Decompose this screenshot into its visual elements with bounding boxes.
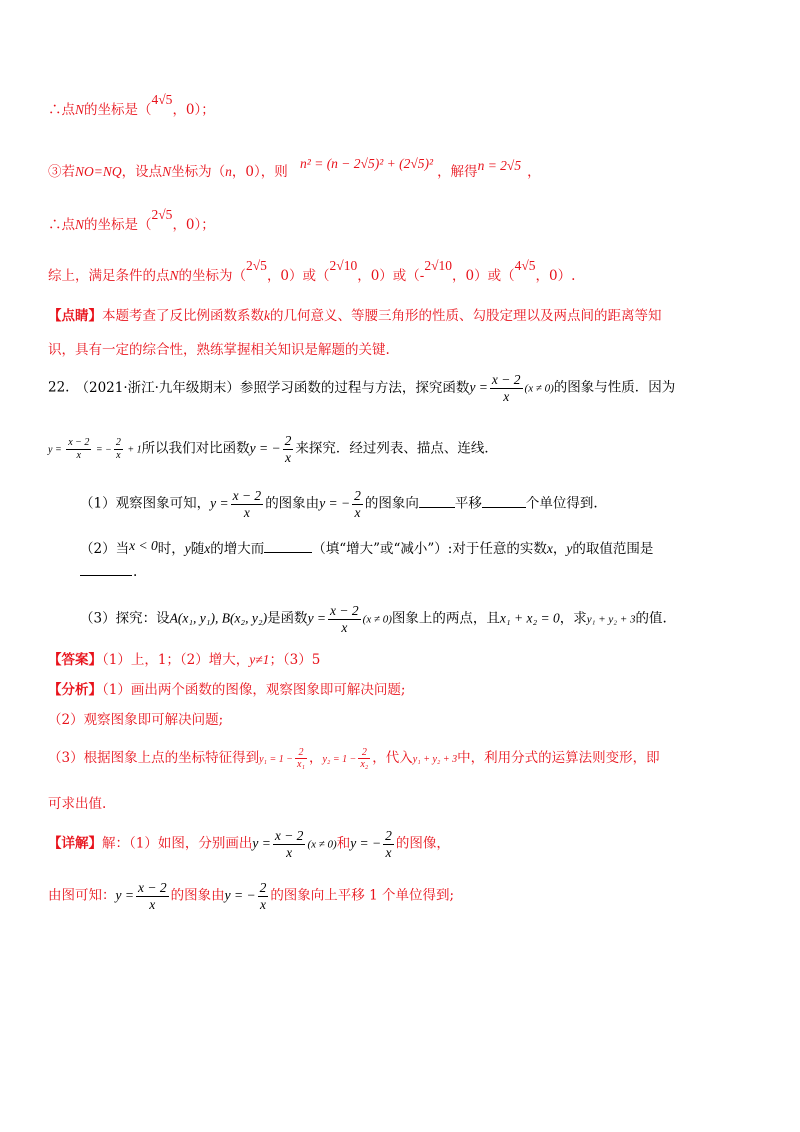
question-part-2-blank-line: . <box>80 563 800 580</box>
text: 的图象向 <box>364 495 419 512</box>
text: （3）探究：设 <box>80 610 170 627</box>
text: 可求出值. <box>48 796 107 812</box>
solution: n = 2√5 <box>477 158 522 173</box>
text: ，0），则 <box>231 164 288 180</box>
fraction <box>114 437 123 461</box>
text: 的图象向上平移 1 个单位得到; <box>270 887 455 904</box>
denominator: x <box>286 844 293 860</box>
fraction <box>352 488 363 520</box>
question-number: 22. <box>48 379 70 396</box>
detail-line-1 <box>48 828 800 860</box>
denominator: x <box>385 844 392 860</box>
text: 的图象与性质．因为 <box>553 379 676 396</box>
analysis-line-1 <box>48 678 800 698</box>
text: 解：（1）如图，分别画出 <box>102 835 253 852</box>
text: 和 <box>336 835 351 852</box>
denominator: x <box>354 504 361 520</box>
text: ∴点 <box>48 217 75 233</box>
solution-line-case-3 <box>48 156 800 180</box>
text: 的图象由 <box>265 495 320 512</box>
var-n: N <box>75 217 85 232</box>
math-y: y = − <box>224 887 256 903</box>
condition: (x ≠ 0) <box>524 382 554 395</box>
text: （填“增大”或“减小”）:对于任意的实数 <box>312 541 547 557</box>
key-point-line-1 <box>48 304 800 324</box>
value-2-sqrt10: 2√10 <box>424 258 453 273</box>
math-y: y = <box>307 610 327 626</box>
denominator: x <box>243 504 250 520</box>
value-4-sqrt5: 4√5 <box>514 258 536 273</box>
fraction <box>231 488 264 520</box>
value-2-sqrt5: 2√5 <box>246 258 267 273</box>
text: ， <box>308 750 323 766</box>
condition-sum: x₁ + x₂ = 0 <box>499 610 560 626</box>
analysis-tag: 【分析】 <box>48 682 102 698</box>
answer-tag: 【答案】 <box>48 652 102 668</box>
math-y: y = <box>469 379 488 395</box>
condition: x < 0 <box>129 538 158 553</box>
text: ，求 <box>559 610 587 627</box>
var-n: N <box>75 102 85 117</box>
denominator: x <box>284 449 291 465</box>
numerator: x − 2 <box>232 488 262 503</box>
text: 图象上的两点，且 <box>391 610 500 627</box>
question-22-line-1 <box>48 372 800 404</box>
math-y: y = <box>252 835 271 851</box>
text: ，0）或（ <box>266 268 330 284</box>
value-2-sqrt5: 2√5 <box>151 207 173 222</box>
text: 的取值范围是 <box>572 541 654 557</box>
denominator: x₂ <box>360 759 369 770</box>
numerator: x − 2 <box>491 372 521 387</box>
condition: (x ≠ 0) <box>307 838 337 851</box>
fraction <box>295 747 307 771</box>
numerator: 2 <box>284 433 292 448</box>
text: 个单位得到. <box>525 495 598 512</box>
numerator: x − 2 <box>68 437 90 449</box>
equation: n² = (n − 2√5)² + (2√5)² <box>300 156 434 171</box>
text: 坐标为（ <box>171 164 226 180</box>
text: ，解得 <box>437 164 478 180</box>
math-y: y = − <box>350 835 382 851</box>
detail-tag: 【详解】 <box>48 835 102 852</box>
question-part-1 <box>80 488 800 520</box>
answer-blank[interactable] <box>419 495 455 508</box>
var-n: N <box>162 164 172 179</box>
text: 的几何意义、等腰三角形的性质、勾股定理以及两点间的距离等知 <box>270 308 662 324</box>
answer-blank[interactable] <box>482 495 526 508</box>
fraction <box>490 372 523 404</box>
numerator: 2 <box>259 880 267 895</box>
text: （2）观察图象即可解决问题; <box>48 712 224 728</box>
text: （2）当 <box>80 541 130 557</box>
text: 随 <box>190 541 205 557</box>
question-part-2 <box>80 537 800 557</box>
expression: y₁ + y₂ + 3 <box>412 754 458 765</box>
text: 平移 <box>454 495 482 512</box>
numerator: x − 2 <box>330 603 359 618</box>
text: （1）观察图象可知， <box>80 495 211 512</box>
math-eq: = − <box>93 444 112 456</box>
text: 时， <box>157 541 185 557</box>
text: ，设点 <box>121 164 163 180</box>
text: （1）画出两个函数的图像，观察图象即可解决问题; <box>102 682 406 698</box>
fraction <box>358 747 370 771</box>
text: 的增大而 <box>210 541 265 557</box>
numerator: x − 2 <box>274 828 304 843</box>
math-plus: + 1 <box>124 444 142 456</box>
text: 的坐标是（ <box>84 102 152 118</box>
var-y: y <box>566 541 573 556</box>
text: ∴点 <box>48 102 75 118</box>
math-y: y = − <box>249 440 281 456</box>
text: 是函数 <box>267 610 308 627</box>
fraction <box>66 437 91 461</box>
value-4-sqrt5: 4√5 <box>151 92 173 107</box>
denominator: x <box>341 619 348 635</box>
math-y: y = − <box>319 495 351 511</box>
analysis-line-4 <box>48 792 800 812</box>
text: （1）上，1；（2）增大， <box>102 652 250 668</box>
fraction <box>273 828 306 860</box>
question-22-line-2 <box>48 433 800 465</box>
question-part-3 <box>80 603 800 635</box>
text: 所以我们对比函数 <box>141 440 250 457</box>
var-x: x <box>546 541 553 556</box>
value-2-sqrt10: 2√10 <box>329 258 358 273</box>
text: 的值. <box>635 610 667 627</box>
text: ，0）； <box>172 102 215 118</box>
text: （3）根据图象上点的坐标特征得到 <box>48 750 260 766</box>
target-expression: y₁ + y₂ + 3 <box>586 613 636 626</box>
text: 的坐标为（ <box>178 268 247 284</box>
numerator: 2 <box>385 828 392 843</box>
range: y≠1 <box>249 652 270 667</box>
text: ， <box>552 541 567 557</box>
var-k: k <box>264 308 270 323</box>
text: 综上，满足条件的点 <box>48 268 170 284</box>
denominator: x <box>503 388 510 404</box>
answer-blank[interactable] <box>264 540 312 553</box>
numerator: 2 <box>295 747 307 760</box>
fraction <box>328 603 361 635</box>
text: ，0）； <box>172 217 215 233</box>
answer-blank[interactable] <box>80 563 132 576</box>
var-x: x <box>204 541 211 556</box>
math-y2: y₂ = 1 − <box>322 754 357 765</box>
analysis-line-2 <box>48 708 800 728</box>
numerator: 2 <box>358 747 370 760</box>
numerator: 2 <box>115 437 121 449</box>
var-n: N <box>169 268 179 283</box>
var-lower-n: n <box>225 164 232 179</box>
fraction <box>383 828 394 860</box>
fraction <box>283 433 294 465</box>
math-y: y = <box>48 444 65 456</box>
key-point-tag: 【点睛】 <box>48 308 102 324</box>
detail-line-2 <box>48 880 800 912</box>
math-y: y = <box>115 887 134 903</box>
denominator: x <box>259 896 266 912</box>
text: ；（3）5 <box>269 652 321 668</box>
condition: NO=NQ <box>75 164 122 179</box>
text: 本题考查了反比例函数系数 <box>102 308 264 324</box>
math-y: y = <box>210 495 229 511</box>
fraction <box>258 880 269 912</box>
denominator: x <box>149 896 156 912</box>
text: 的坐标是（ <box>84 217 152 233</box>
text: 识，具有一定的综合性，熟练掌握相关知识是解题的关键. <box>48 342 390 358</box>
condition: (x ≠ 0) <box>362 613 392 626</box>
text: ，0）. <box>535 268 576 284</box>
text: 由图可知： <box>48 887 116 904</box>
answer-line <box>48 648 800 668</box>
text: 的图像， <box>395 835 450 852</box>
text: ，代入 <box>372 750 413 766</box>
solution-line-summary <box>48 258 800 284</box>
denominator: x <box>116 449 121 461</box>
denominator: x <box>76 449 81 461</box>
denominator: x₁ <box>297 759 305 770</box>
key-point-line-2 <box>48 338 800 358</box>
text: 来探究．经过列表、描点、连线． <box>295 440 498 457</box>
points: A(x₁, y₁), B(x₂, y₂) <box>169 610 268 626</box>
question-source: （2021·浙江·九年级期末）参照学习函数的过程与方法，探究函数 <box>75 379 470 396</box>
text: ，0）或（- <box>357 268 425 284</box>
text: 的图象由 <box>170 887 225 904</box>
fraction <box>136 880 169 912</box>
text: ③若 <box>48 164 75 180</box>
math-y1: y₁ = 1 − <box>259 754 294 765</box>
analysis-line-3 <box>48 746 800 771</box>
numerator: x − 2 <box>137 880 167 895</box>
text: 中，利用分式的运算法则变形，即 <box>457 750 660 766</box>
var-y: y <box>184 541 191 556</box>
solution-line-n-coord-1 <box>48 92 800 118</box>
text: ， <box>527 164 541 180</box>
numerator: 2 <box>354 488 361 503</box>
solution-line-n-coord-2 <box>48 207 800 233</box>
text: ，0）或（ <box>452 268 515 284</box>
